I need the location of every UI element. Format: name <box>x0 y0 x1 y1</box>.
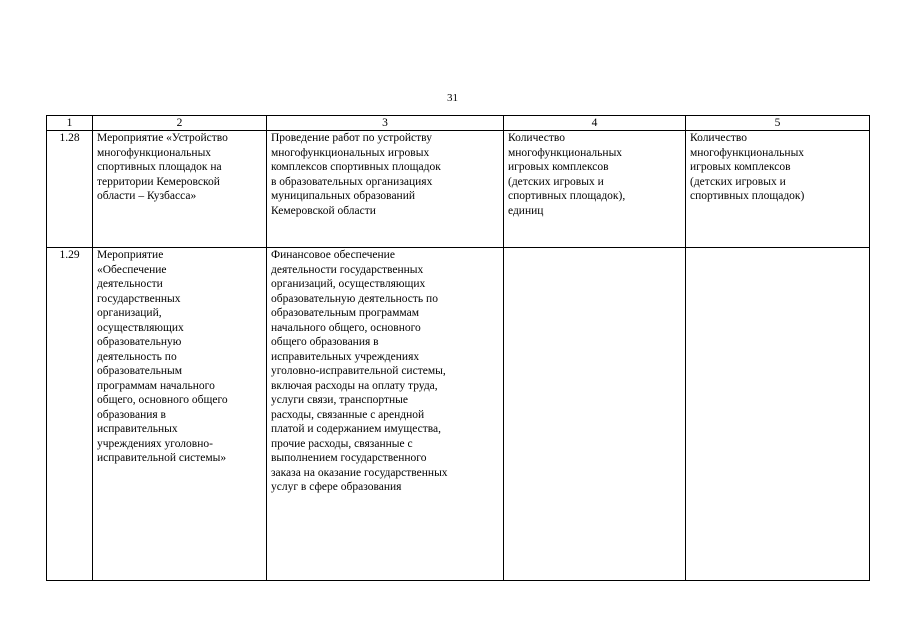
column-header: 5 <box>686 116 870 131</box>
row-number: 1.29 <box>47 248 93 581</box>
event-name-cell: Мероприятие «Устройство многофункциональных спортивных площадок на территории Кемеровской области – Кузбасса» <box>93 131 267 248</box>
indicator-cell <box>504 248 686 581</box>
page-number: 31 <box>447 92 458 104</box>
column-header: 2 <box>93 116 267 131</box>
description-cell: Проведение работ по устройству многофункциональных игровых комплексов спортивных площадок в образовательных организациях муниципальных образований Кемеровской области <box>267 131 504 248</box>
document-table <box>46 115 870 581</box>
row-number: 1.28 <box>47 131 93 248</box>
column-header: 3 <box>267 116 504 131</box>
result-cell <box>686 248 870 581</box>
indicator-cell: Количество многофункциональных игровых комплексов (детских игровых и спортивных площадок), единиц <box>504 131 686 248</box>
column-header: 1 <box>47 116 93 131</box>
table-row <box>47 248 870 581</box>
table-header-row <box>47 116 870 131</box>
description-cell: Финансовое обеспечение деятельности государственных организаций, осуществляющих образовательную деятельность по образовательным программам начального общего, основного общего образования в исправительных учреждениях уголовно-исправительной системы, включая расходы на оплату труда, услуги связи, транспортные расходы, связанные с арендной платой и содержанием имущества, прочие расходы, связанные с выполнением государственного заказа на оказание государственных услуг в сфере образования <box>267 248 504 581</box>
event-name-cell: Мероприятие «Обеспечение деятельности государственных организаций, осуществляющих образовательную деятельность по образовательным программам начального общего, основного общего образования в исправительных учреждениях уголовно- исправительной системы» <box>93 248 267 581</box>
result-cell: Количество многофункциональных игровых комплексов (детских игровых и спортивных площадок) <box>686 131 870 248</box>
column-header: 4 <box>504 116 686 131</box>
table-row <box>47 131 870 248</box>
